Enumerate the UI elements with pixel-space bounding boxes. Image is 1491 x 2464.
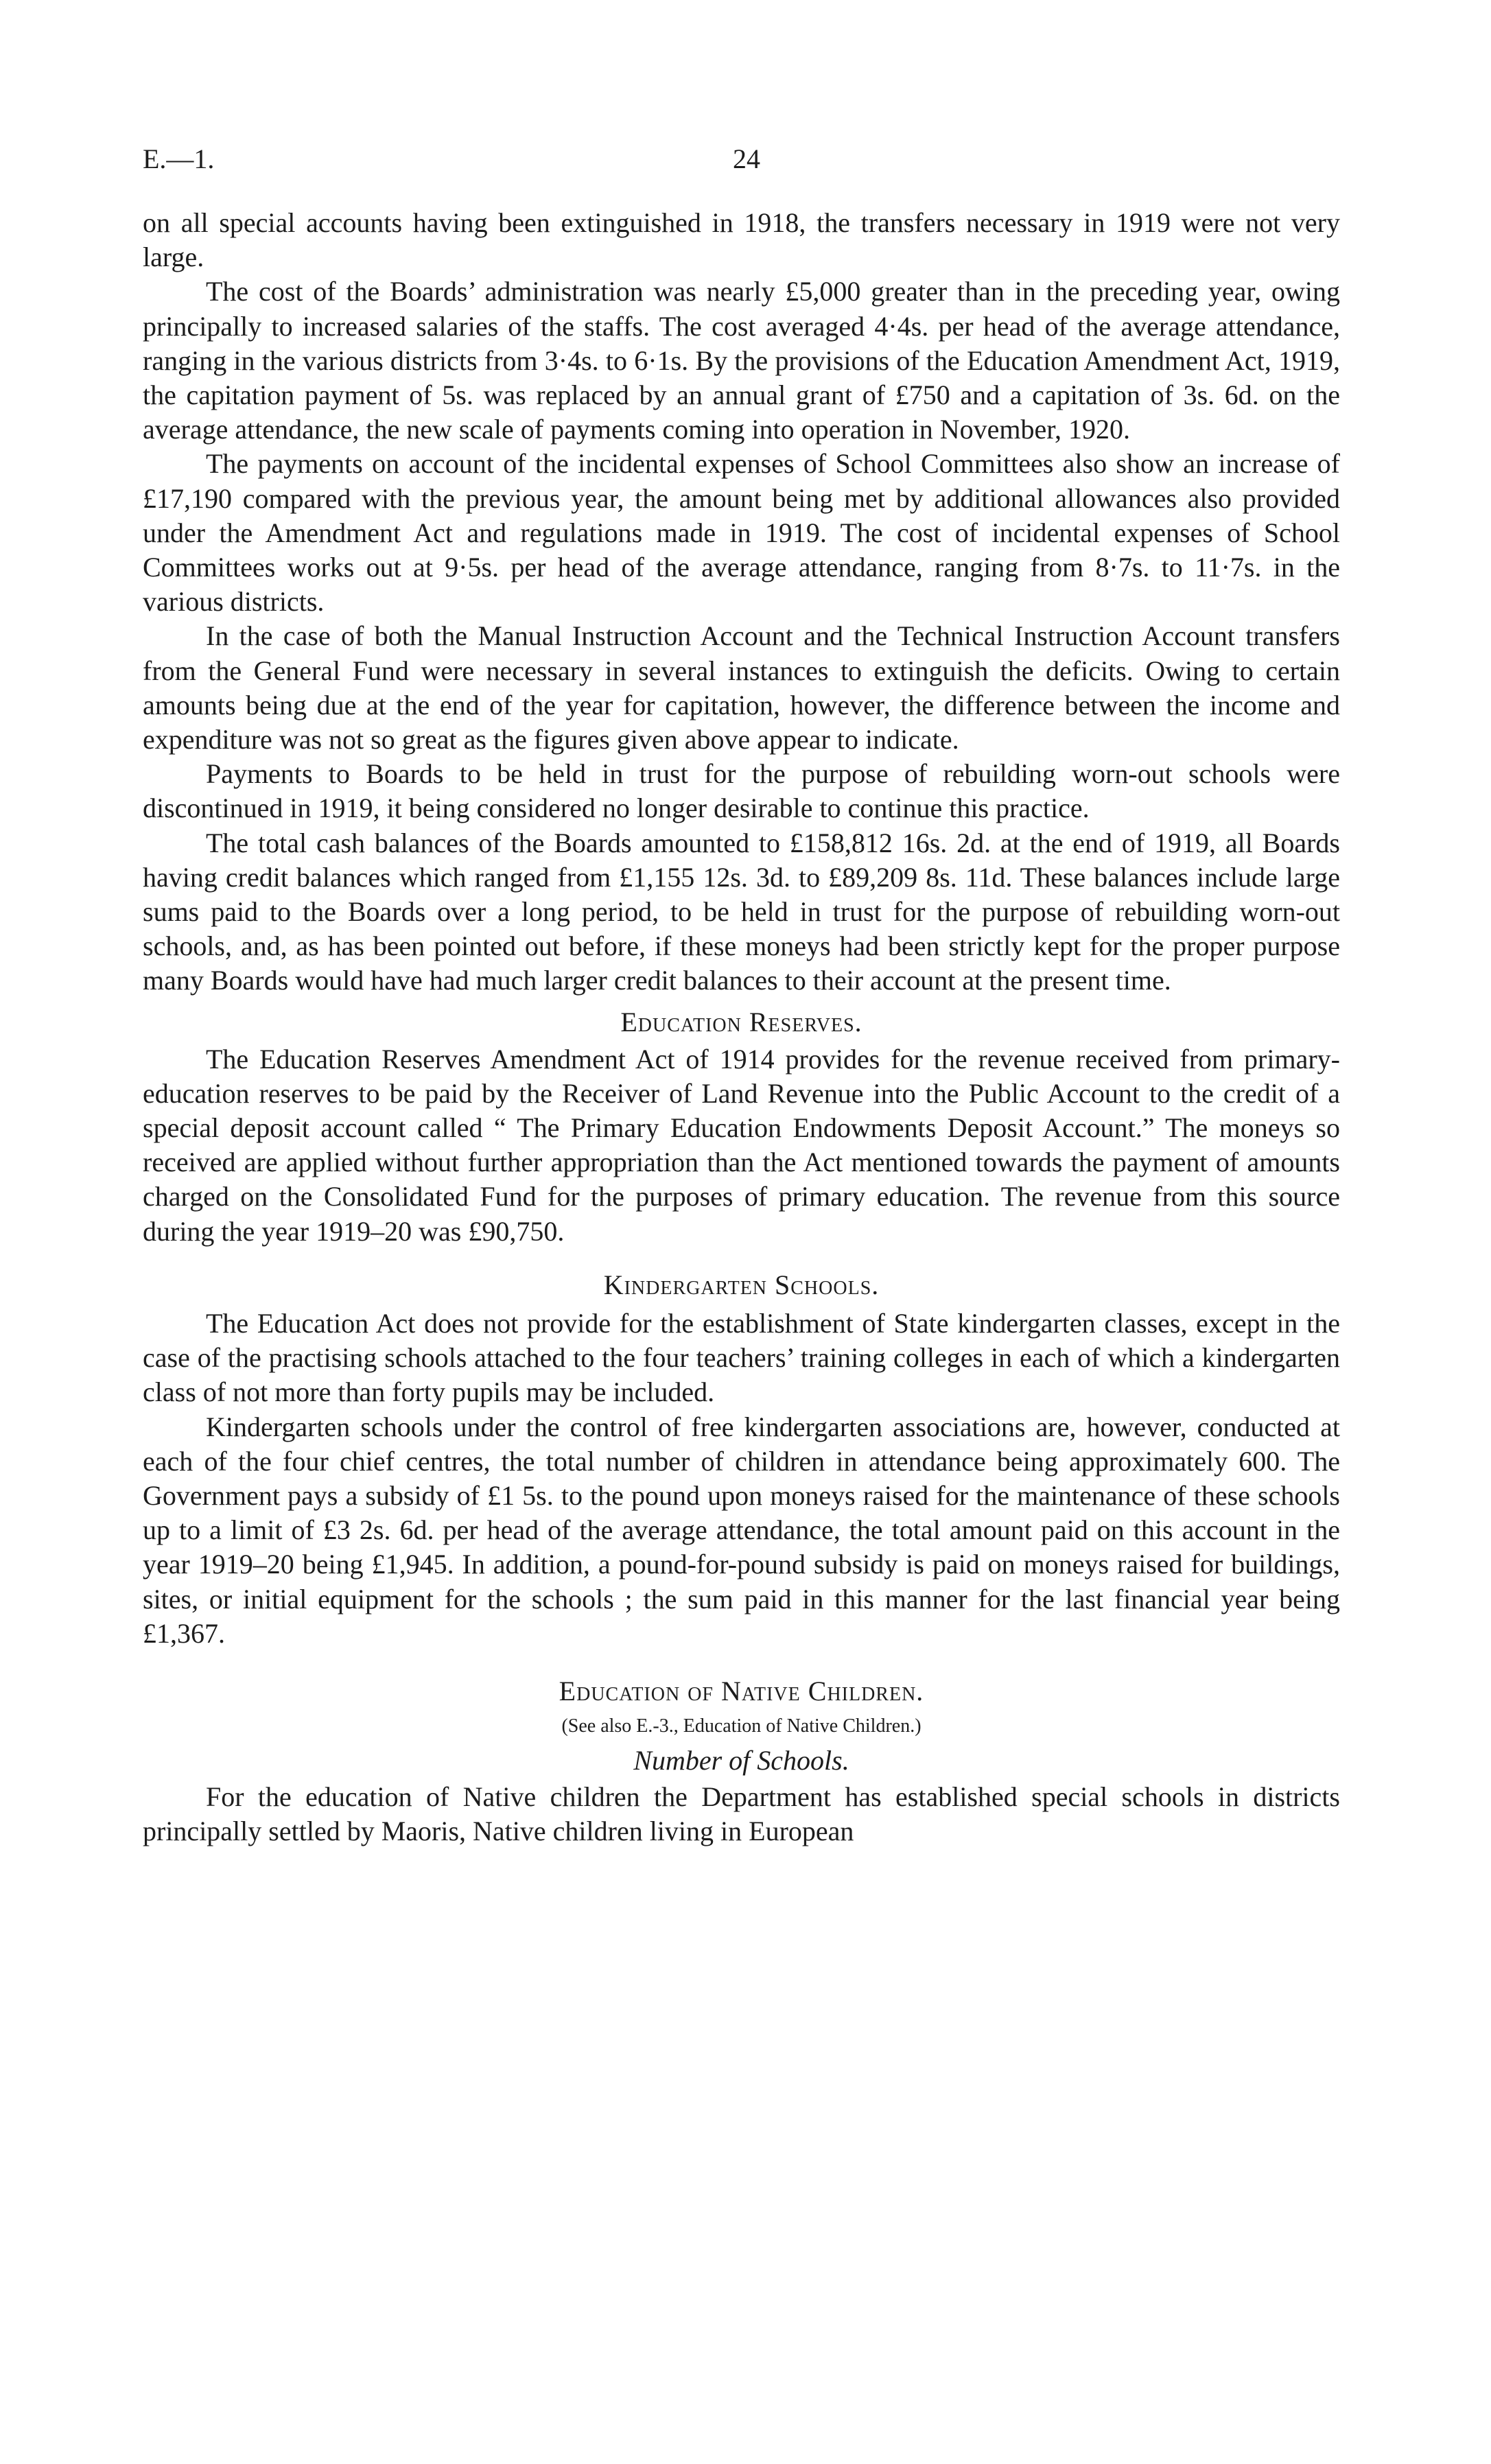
heading-kindergarten-schools: Kindergarten Schools. (603, 1269, 880, 1300)
cross-reference-note: (See also E.-3., Education of Native Children.) (561, 1715, 921, 1737)
paragraph-kindergarten-act: The Education Act does not provide for the establishment of State kindergarten classes, except in the case of the practising schools attached to the four teachers’ training colleges in each of which a kindergarten class of not more than forty pupils may be included. (143, 1307, 1340, 1408)
paragraph-native-schools: For the education of Native children the Department has established special schools in districts principally settled by Maoris, Native children living in European (143, 1781, 1340, 1847)
paragraph-school-committees: The payments on account of the incidental expenses of School Committees also show an increase of £17,190 compared with the previous year, the amount being met by additional allowances also provided under the Amendment Act and regulations made in 1919. The cost of incidental expenses of School Committees works out at 9·5s. per head of the average attendance, ranging from 8·7s. to 11·7s. in the various districts. (143, 448, 1340, 618)
paragraph-boards-administration: The cost of the Boards’ administration was nearly £5,000 greater than in the preceding year, owing principally to increased salaries of the staffs. The cost averaged 4·4s. per head of the average attendance, ranging in the various districts from 3·4s. to 6·1s. By the provisions of the Education Amendment Act, 1919, the capitation payment of 5s. was replaced by an annual grant of £750 and a capitation of 3s. 6d. on the average attendance, the new scale of payments coming into operation in November, 1920. (143, 276, 1340, 445)
heading-education-reserves: Education Reserves. (620, 1006, 862, 1037)
paragraph-rebuilding-payments: Payments to Boards to be held in trust for the purpose of rebuilding worn-out schools were discontinued in 1919, it being considered no longer desirable to continue this practice. (143, 758, 1340, 824)
paragraph-manual-technical: In the case of both the Manual Instruction Account and the Technical Instruction Account transfers from the General Fund were necessary in several instances to extinguish the deficits. Owing to certain amounts being due at the end of the year for capitation, however, the difference between the income and expenditure was not so great as the figures given above appear to indicate. (143, 620, 1340, 755)
document-reference: E.—1. (143, 143, 215, 174)
page-number: 24 (733, 143, 760, 174)
heading-native-children: Education of Native Children. (559, 1675, 924, 1706)
paragraph-cash-balances: The total cash balances of the Boards amounted to £158,812 16s. 2d. at the end of 1919, all Boards having credit balances which ranged from £1,155 12s. 3d. to £89,209 8s. 11d. These balances include large sums paid to the Boards over a long period, to be held in trust for the purpose of rebuilding worn-out schools, and, as has been pointed out before, if these moneys had been strictly kept for the proper purpose many Boards would have had much larger credit balances to their account at the present time. (143, 827, 1340, 996)
body-text (143, 206, 1340, 1849)
paragraph-education-reserves: The Education Reserves Amendment Act of 1914 provides for the revenue received from primary-education reserves to be paid by the Receiver of Land Revenue into the Public Account to the credit of a special deposit account called “ The Primary Education Endowments Deposit Account.” The moneys so received are applied without further appropriation than the Act mentioned towards the payment of amounts charged on the Consolidated Fund for the purposes of primary education. The revenue from this source during the year 1919–20 was £90,750. (143, 1043, 1340, 1247)
subheading-number-of-schools: Number of Schools. (633, 1744, 849, 1776)
paragraph-kindergarten-subsidy: Kindergarten schools under the control of free kindergarten associations are, however, conducted at each of the four chief centres, the total number of children in attendance being approximately 600. The Government pays a subsidy of £1 5s. to the pound upon moneys raised for the maintenance of these schools up to a limit of £3 2s. 6d. per head of the average attendance, the total amount paid on this account in the year 1919–20 being £1,945. In addition, a pound-for-pound subsidy is paid on moneys raised for buildings, sites, or initial equipment for the schools ; the sum paid in this manner for the last financial year being £1,367. (143, 1411, 1340, 1649)
paragraph-continued: on all special accounts having been extinguished in 1918, the transfers necessary in 1919 were not very large. (143, 207, 1340, 273)
page-header (143, 143, 1352, 184)
